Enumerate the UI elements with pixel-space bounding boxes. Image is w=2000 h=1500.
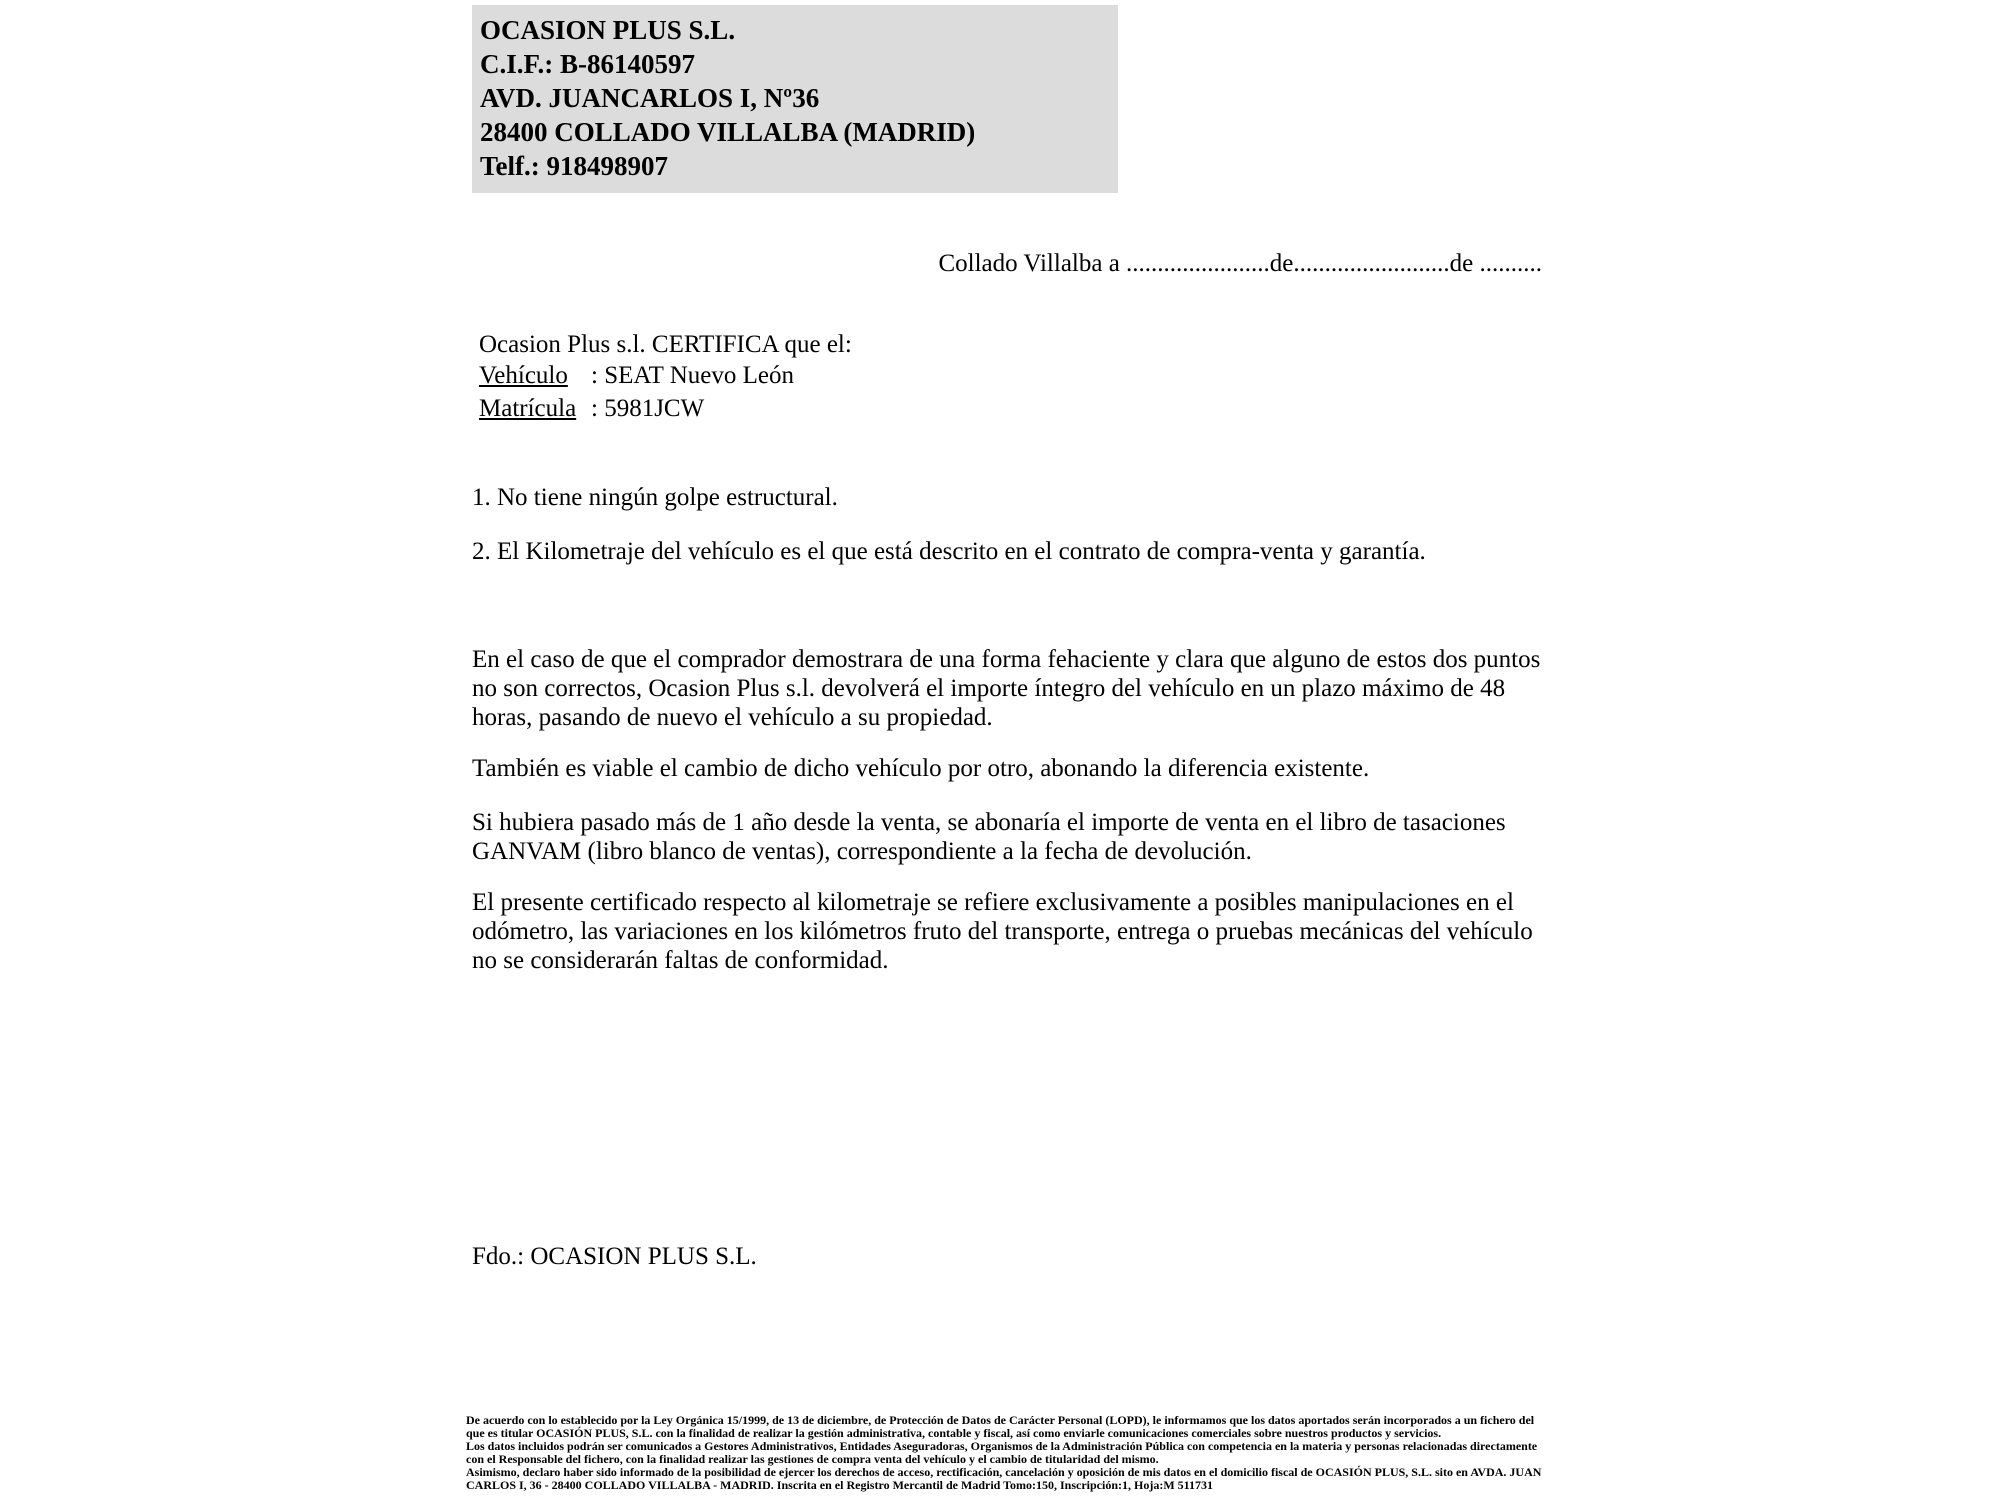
vehicle-row bbox=[472, 359, 1542, 392]
company-header-box bbox=[472, 5, 1118, 193]
company-phone: Telf.: 918498907 bbox=[480, 151, 668, 181]
plate-label: Matrícula bbox=[479, 395, 577, 422]
certificate-point-1: 1. No tiene ningún golpe estructural. bbox=[472, 484, 838, 511]
vehicle-label: Vehículo bbox=[479, 362, 568, 389]
company-city: 28400 COLLADO VILLALBA (MADRID) bbox=[480, 117, 976, 147]
certify-intro: Ocasion Plus s.l. CERTIFICA que el: bbox=[479, 331, 852, 358]
legal-footer-paragraph-2: Los datos incluidos podrán ser comunicados a Gestores Administrativos, Entidades Aseguradoras, Organismos de la Administración Pública con competencia en la materia y personas relacionadas directamente con el Responsable del fichero, con la finalidad realizar las gestiones de compra venta del vehículo y el cambio de titularidad del mismo. bbox=[466, 1439, 1538, 1466]
odometer-paragraph: El presente certificado respecto al kilometraje se refiere exclusivamente a posibles manipulaciones en el odómetro, las variaciones en los kilómetros fruto del transporte, entrega o pruebas mecánicas del vehículo no se considerarán faltas de conformidad. bbox=[472, 889, 1533, 974]
signature-line: Fdo.: OCASION PLUS S.L. bbox=[472, 1243, 757, 1270]
certificate-point-2: 2. El Kilometraje del vehículo es el que está descrito en el contrato de compra-venta y garantía. bbox=[472, 538, 1426, 565]
vehicle-value: : SEAT Nuevo León bbox=[591, 362, 794, 389]
company-name: OCASION PLUS S.L. bbox=[480, 15, 736, 45]
legal-footer bbox=[466, 1414, 1555, 1492]
ganvam-paragraph: Si hubiera pasado más de 1 año desde la venta, se abonaría el importe de venta en el libro de tasaciones GANVAM (libro blanco de ventas), correspondiente a la fecha de devolución. bbox=[472, 809, 1506, 865]
exchange-paragraph: También es viable el cambio de dicho vehículo por otro, abonando la diferencia existente. bbox=[472, 755, 1370, 782]
legal-footer-paragraph-1: De acuerdo con lo establecido por la Ley Orgánica 15/1999, de 13 de diciembre, de Protección de Datos de Carácter Personal (LOPD), le informamos que los datos aportados serán incorporados a un fichero del que es titular OCASIÓN PLUS, S.L. con la finalidad de realizar la gestión administrativa, contable y fiscal, así como enviarle comunicaciones comerciales sobre nuestros productos y servicios. bbox=[466, 1413, 1535, 1440]
plate-row bbox=[472, 392, 1542, 425]
date-line: Collado Villalba a .......................de.........................de .......... bbox=[938, 250, 1542, 277]
legal-footer-paragraph-3: Asimismo, declaro haber sido informado de la posibilidad de ejercer los derechos de acceso, rectificación, cancelación y oposición de mis datos en el domicilio fiscal de OCASIÓN PLUS, S.L. sito en AVDA. JUAN CARLOS I, 36 - 28400 COLLADO VILLALBA - MADRID. Inscrita en el Registro Mercantil de Madrid Tomo:150, Inscripción:1, Hoja:M 511731 bbox=[466, 1465, 1542, 1492]
refund-paragraph: En el caso de que el comprador demostrara de una forma fehaciente y clara que alguno de estos dos puntos no son correctos, Ocasion Plus s.l. devolverá el importe íntegro del vehículo en un plazo máximo de 48 horas, pasando de nuevo el vehículo a su propiedad. bbox=[472, 646, 1541, 731]
plate-value: : 5981JCW bbox=[591, 395, 705, 422]
company-cif: C.I.F.: B-86140597 bbox=[480, 49, 696, 79]
company-address: AVD. JUANCARLOS I, Nº36 bbox=[480, 83, 820, 113]
